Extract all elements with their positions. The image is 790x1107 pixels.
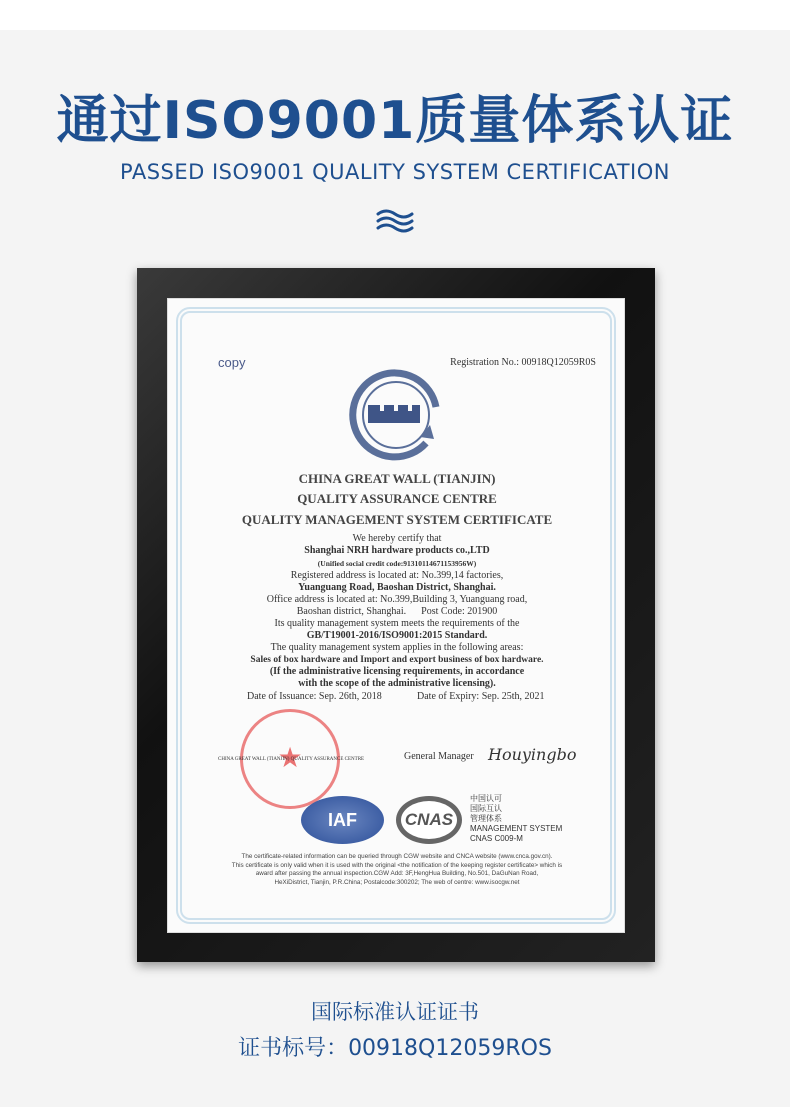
bottom-caption: 国际标准认证证书 <box>311 1000 479 1024</box>
scope: Sales of box hardware and Import and export business of box hardware. <box>250 655 544 665</box>
footer-line: The certificate-related information can be queried through CGW website and CNCA website (www.cnca.gov.cn). <box>241 853 553 860</box>
cert-line: The quality management system applies in the following areas: <box>270 642 524 653</box>
certificate-title: QUALITY MANAGEMENT SYSTEM CERTIFICATE <box>241 512 553 527</box>
org-name-line1: CHINA GREAT WALL (TIANJIN) <box>298 471 496 486</box>
general-manager-label: General Manager <box>404 751 474 762</box>
cert-line: Its quality management system meets the requirements of the <box>274 618 520 629</box>
cert-line: We hereby certify that <box>352 533 442 544</box>
seal-caption: CHINA GREAT WALL (TIANJIN) QUALITY ASSURANCE CENTRE <box>218 757 365 762</box>
cert-line: Office address is located at: No.399,Building 3, Yuanguang road, <box>266 594 528 605</box>
signature: Houyingbo <box>488 745 577 764</box>
triple-wave-icon <box>375 206 415 236</box>
certificate-paper <box>167 298 625 933</box>
cnas-logo: CNAS <box>396 796 462 844</box>
standard: GB/T19001-2016/ISO9001:2015 Standard. <box>306 630 488 641</box>
cnas-info-line: 管理体系 <box>470 814 502 823</box>
company-name: Shanghai NRH hardware products co.,LTD <box>304 545 490 556</box>
cert-line: Baoshan district, Shanghai. Post Code: 201900 <box>296 606 498 617</box>
certificate <box>168 299 626 934</box>
page-title: 通过ISO9001质量体系认证 <box>56 91 734 151</box>
issue-date: Date of Issuance: Sep. 26th, 2018 <box>247 691 382 702</box>
cnas-info <box>470 794 562 844</box>
org-name-line2: QUALITY ASSURANCE CENTRE <box>297 491 497 506</box>
copy-mark: copy <box>218 355 246 370</box>
footer-line: This certificate is only valid when it is used with the original <the notification of the keeping register certificate> which is <box>231 861 563 869</box>
cert-line: Registered address is located at: No.399,14 factories, <box>290 570 504 581</box>
footer-line: award after passing the annual inspection.CGW Add: 3F,HengHua Building, No.501, DaGuNan Road, <box>255 870 539 877</box>
cnas-info-line: CNAS C009-M <box>470 834 523 843</box>
top-band <box>0 0 790 30</box>
expiry-date: Date of Expiry: Sep. 25th, 2021 <box>417 691 545 702</box>
certificate-footer <box>168 853 626 887</box>
certificate-number: 证书标号：00918Q12059ROS <box>238 1036 552 1061</box>
cnas-info-line: 国际互认 <box>470 804 502 813</box>
registration-number: Registration No.: 00918Q12059R0S <box>450 357 596 368</box>
cert-line: Yuanguang Road, Baoshan District, Shanghai. <box>298 582 496 593</box>
cnas-info-line: 中国认可 <box>470 794 502 803</box>
footer-line: HeXiDistrict, Tianjin, P.R.China; Postalcode:300202; The web of centre: www.isocgw.net <box>274 878 520 886</box>
cert-line: (If the administrative licensing requirements, in accordance <box>269 666 525 677</box>
iaf-logo: IAF <box>301 796 384 844</box>
cnas-info-line: MANAGEMENT SYSTEM <box>470 824 563 833</box>
credit-code: (Unified social credit code:91310114671153956W) <box>317 559 477 568</box>
cert-line: with the scope of the administrative licensing). <box>298 678 496 689</box>
page-subtitle: PASSED ISO9001 QUALITY SYSTEM CERTIFICATION <box>120 160 670 184</box>
red-seal-icon: ★ <box>240 709 340 809</box>
cgw-logo-icon <box>348 367 444 463</box>
certificate-frame <box>137 268 655 962</box>
